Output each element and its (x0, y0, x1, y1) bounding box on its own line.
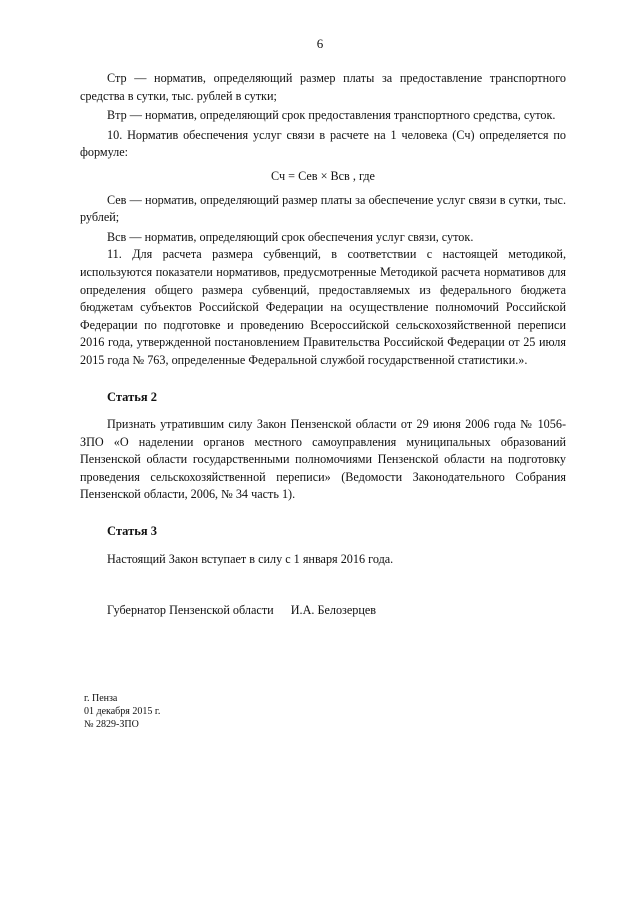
paragraph-sev: Сев — норматив, определяющий размер платы за обеспечение услуг связи в сутки, тыс. рублей; (80, 192, 566, 225)
article-2-title: Статья 2 (107, 389, 157, 404)
paragraph-11: 11. Для расчета размера субвенций, в соответствии с настоящей методикой, используются показатели нормативов, предусмотренные Методикой расчета нормативов для определения общего размера субвенций, предоставляемых из федерального бюджета бюджетам субъектов Российской Федерации на осуществление полномочий Российской Федерации по подготовке и проведению Всероссийской сельскохозяйственной переписи 2016 года, утвержденной постановлением Правительства Российской Федерации от 25 июля 2015 года № 763, определенные Федеральной службой государственной статистики.». (80, 247, 566, 367)
document-body (80, 70, 566, 620)
paragraph-vsv: Всв — норматив, определяющий срок обеспечения услуг связи, суток. (107, 229, 474, 244)
paragraph-str: Стр — норматив, определяющий размер платы за предоставление транспортного средства в сутки, тыс. рублей в сутки; (80, 71, 566, 103)
paragraph-10: 10. Норматив обеспечения услуг связи в расчете на 1 человека (Сч) определяется по формуле: (80, 127, 566, 160)
article-2-text: Признать утратившим силу Закон Пензенской области от 29 июня 2006 года № 1056-ЗПО «О наделении органов местного самоуправления муниципальных образований Пензенской области государственными полномочиями Пензенской области на подготовку проведения сельскохозяйственной переписи» (Ведомости Законодательного Собрания Пензенской области, 2006, № 34 часть 1). (80, 417, 566, 502)
signature-block (80, 602, 566, 620)
footer-city: г. Пенза (84, 693, 118, 704)
formula: Сч = Сев × Всв , где (271, 168, 375, 183)
article-3-title: Статья 3 (107, 524, 157, 539)
signature-position: Губернатор Пензенской области (107, 603, 274, 618)
footer-date: 01 декабря 2015 г. (84, 706, 161, 717)
signature-name: И.А. Белозерцев (290, 603, 377, 618)
article-3-text: Настоящий Закон вступает в силу с 1 января 2016 года. (107, 551, 394, 566)
paragraph-vtr: Втр — норматив, определяющий срок предоставления транспортного средства, суток. (107, 108, 556, 123)
document-footer (84, 692, 160, 731)
footer-number: № 2829-ЗПО (84, 719, 139, 730)
page-number: 6 (316, 36, 324, 51)
